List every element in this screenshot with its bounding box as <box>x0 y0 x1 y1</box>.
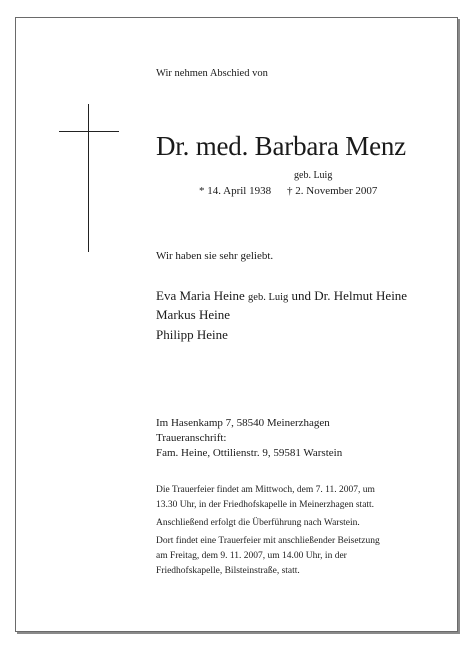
intro-text: Wir nehmen Abschied von <box>156 68 268 79</box>
mourner-line-1 <box>156 288 407 304</box>
deceased-name: Dr. med. Barbara Menz <box>156 131 406 161</box>
service-line-6: Friedhofskapelle, Bilsteinstraße, statt. <box>156 566 300 576</box>
cross-icon-vertical <box>88 104 89 252</box>
service-line-4: Dort findet eine Trauerfeier mit anschließender Beisetzung <box>156 536 380 546</box>
service-line-2: 13.30 Uhr, in der Friedhofskapelle in Meinerzhagen statt. <box>156 500 375 510</box>
service-line-3: Anschließend erfolgt die Überführung nach Warstein. <box>156 518 360 528</box>
birth-date: * 14. April 1938 <box>199 185 272 197</box>
address-line-2: Traueranschrift: <box>156 432 227 444</box>
cross-icon-horizontal <box>59 131 119 132</box>
service-line-1: Die Trauerfeier findet am Mittwoch, dem 7. 11. 2007, um <box>156 485 375 495</box>
mourner-name: und Dr. Helmut Heine <box>291 288 408 303</box>
maiden-name: geb. Luig <box>294 170 333 181</box>
mourner-line-3: Philipp Heine <box>156 327 228 342</box>
loved-text: Wir haben sie sehr geliebt. <box>156 250 274 262</box>
mourner-line-2: Markus Heine <box>156 307 231 322</box>
address-line-1: Im Hasenkamp 7, 58540 Meinerzhagen <box>156 417 330 429</box>
mourner-maiden: geb. Luig <box>248 292 289 303</box>
service-line-5: am Freitag, dem 9. 11. 2007, um 14.00 Uhr, in der <box>156 551 347 561</box>
death-date: † 2. November 2007 <box>287 185 378 197</box>
address-line-3: Fam. Heine, Ottilienstr. 9, 59581 Warstein <box>156 447 343 459</box>
mourner-name: Eva Maria Heine <box>156 288 245 303</box>
